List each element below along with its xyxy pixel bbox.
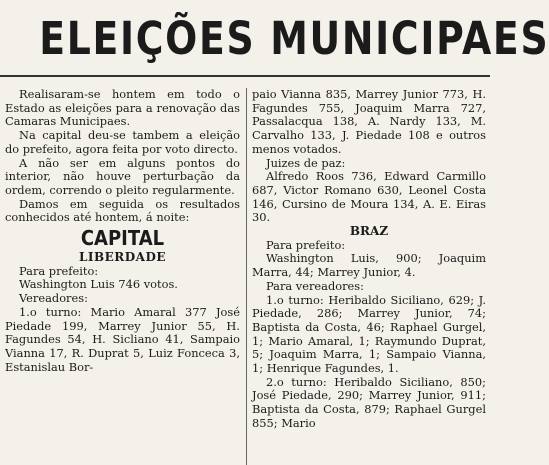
capital-paragraph: Na capital deu-se tambem a eleição do prefeito, agora feita por voto directo. [5,128,240,156]
braz-para-prefeito-label: Para prefeito: [266,237,346,252]
vereadores-label: Vereadores: [19,291,88,306]
results-paragraph: Damos em seguida os resultados conhecidos até hontem, á noite: [5,196,240,225]
primeiro-turno-liberdade: 1.o turno: Mario Amaral 377 José Piedade 199, Marrey Junior 55, H. Fagundes 54, H. Sicliano 41, Sampaio Vianna 17, R. Duprat 5, Luiz Fonceca 3, Estanislau Bor- [5,304,240,374]
braz-vereadores-label: Para vereadores: [266,278,364,293]
prefeito-result: Washington Luis 746 votos. [19,277,178,292]
capital-heading: CAPITAL [80,226,165,251]
juizes-label: Juizes de paz: [266,155,346,170]
left-column [5,88,240,374]
braz-primeiro-turno: 1.o turno: Heribaldo Siciliano, 629; J. Piedade, 286; Marrey Junior, 74; Baptista da Costa, 46; Raphael Gurgel, 1; Mario Amaral, 1; Raymundo Duprat, 5; Joaquim Marra, 1; Sampaio Vianna, 1; Henrique Fagundes, 1. [252,292,486,376]
intro-paragraph: Realisaram-se hontem em todo o Estado as eleições para a renovação das Camaras Municipaes. [5,87,240,129]
liberdade-heading: LIBERDADE [78,250,167,265]
braz-heading: BRAZ [349,224,389,239]
headline-rule [0,75,490,77]
column-divider [246,88,247,465]
braz-segundo-turno: 2.o turno: Heribaldo Siciliano, 850; José Piedade, 290; Marrey Junior, 911; Baptista da Costa, 879; Raphael Gurgel 855; Mario [252,374,486,430]
right-column [252,88,486,431]
vereadores-continuation: paio Vianna 835, Marrey Junior 773, H. Fagundes 755, Joaquim Marra 727, Passalacqua 138, A. Nardy 133, M. Carvalho 133, J. Piedade 108 e outros menos votados. [252,87,486,156]
headline: ELEIÇÕES MUNICIPAES [39,12,549,65]
interior-paragraph: A não ser em alguns pontos do interior, não houve perturbação da ordem, correndo o pleito regularmente. [5,155,240,197]
para-prefeito-label: Para prefeito: [19,263,99,278]
juizes-result: Alfredo Roos 736, Edward Carmillo 687, Victor Romano 630, Leonel Costa 146, Cursino de Moura 134, A. E. Eiras 30. [252,169,486,225]
braz-prefeito-result: Washington Luis, 900; Joaquim Marra, 44; Marrey Junior, 4. [252,251,486,280]
